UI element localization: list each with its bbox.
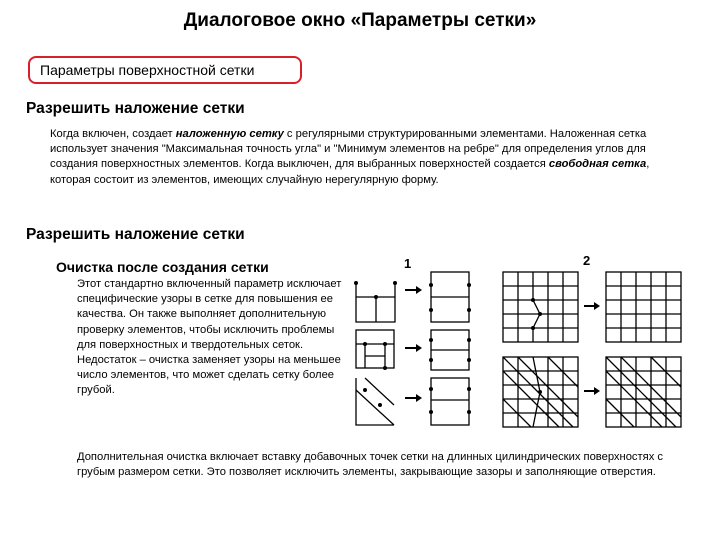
section1-paragraph: Когда включен, создает наложенную сетку с регулярными структурированными элементами. Наложенная сетка использует значения "Максимальная точность угла" и "Минимум элементов на ребре" для определения углов для создания поверхностных элементов. Когда выключен, для выбранных поверхностей создается свободная сетка, которая состоит из элементов, имеющих случайную нерегулярную форму. bbox=[50, 128, 650, 186]
mesh-before-4 bbox=[503, 272, 578, 342]
mesh-after-2 bbox=[431, 330, 469, 370]
cleanup-description: Этот стандартно включенный параметр исключает специфические узоры в сетке для повышения ее качества. Он также выполняет дополнительную проверку элементов, чтобы исключить проблемы для поверхностных и твердотельных сеток. Недостаток – очистка заменяет узоры на меньшее число элементов, что может сделать сетку более грубой. bbox=[77, 278, 342, 397]
term-overlay-mesh: наложенную сетку bbox=[175, 128, 284, 140]
mesh-after-3 bbox=[431, 378, 469, 425]
mesh-after-5 bbox=[606, 357, 681, 427]
figure-label-1: 1 bbox=[404, 256, 412, 271]
mesh-after-1 bbox=[431, 272, 469, 322]
section2-subheading: Очистка после создания сетки bbox=[56, 259, 269, 275]
page-title: Диалоговое окно «Параметры сетки» bbox=[183, 10, 537, 31]
tab-surface-mesh-params: Параметры поверхностной сетки bbox=[28, 56, 302, 84]
mesh-before-2 bbox=[356, 330, 394, 368]
additional-cleanup-description: Дополнительная очистка включает вставку добавочных точек сетки на длинных цилиндрических поверхностях с грубым размером сетки. Это позволяет исключить элементы, закрывающие зазоры и заполняющие отверстия. bbox=[77, 451, 664, 479]
section1-heading: Разрешить наложение сетки bbox=[26, 100, 245, 117]
section2-heading: Разрешить наложение сетки bbox=[26, 226, 245, 243]
mesh-before-3 bbox=[356, 378, 394, 425]
mesh-after-4 bbox=[606, 272, 681, 342]
term-free-mesh: свободная сетка bbox=[548, 158, 647, 171]
mesh-before-1 bbox=[356, 283, 395, 322]
figure-label-2: 2 bbox=[583, 253, 591, 268]
